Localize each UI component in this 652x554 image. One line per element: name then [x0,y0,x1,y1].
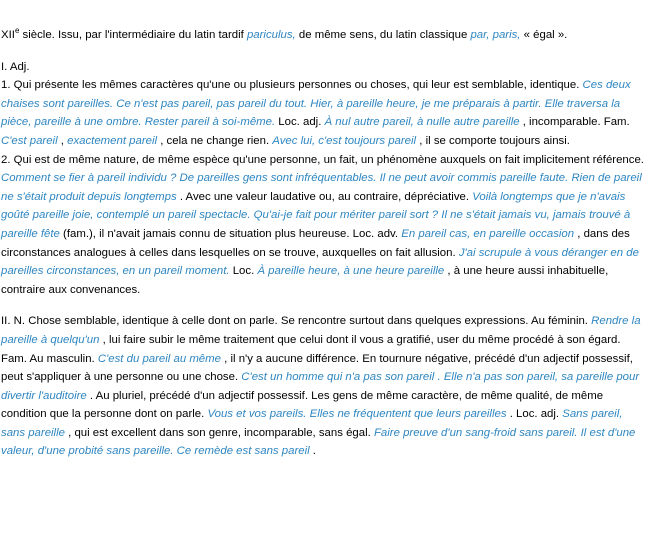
definition-text: (fam.), il n'avait jamais connu de situation plus heureuse. Loc. adv. [59,227,402,240]
definition-text: Loc. adj. [275,116,325,129]
definition-text: , [57,134,68,147]
example-text: C'est un homme qui n'a pas son pareil . Elle n'a pas son pareil, sa pareille pour divertir l'auditoire [1,371,640,402]
definition-2 [1,151,648,300]
latin-form: pariculus, [246,29,296,41]
section-heading: I. Adj. [1,60,30,73]
definition-text: , il n'y a aucune différence. En tournure négative, précédé d'un adjectif possessif, peut s'appliquer à une personne ou une chose. [1,352,633,384]
definition-text: . Avec une valeur laudative ou, au contraire, dépréciative. [176,190,473,203]
definition-noun [1,312,648,461]
example-text: Avec lui, c'est toujours pareil [272,134,417,147]
latin-form: par, paris, [470,29,521,41]
spacer [1,45,648,58]
example-text: J'ai scrupule à vous déranger en de pareilles circonstances, en un pareil moment. [1,246,639,278]
definition-1 [1,76,648,150]
century-numeral: XII [1,29,15,41]
etymology-text: « égal ». [520,29,568,41]
example-text: Sans pareil, sans pareille [1,408,623,439]
definition-text: , il se comporte toujours ainsi. [416,134,570,147]
example-text: Voilà longtemps que je n'avais goûté pareille joie, contemplé un pareil spectacle. Qu'ai-je fait pour mériter pareil sort ? Il ne s'était jamais vu, jamais trouvé à pareille fête [1,190,631,240]
definition-text: . [309,445,316,458]
definition-text: 2. Qui est de même nature, de même espèce qu'une personne, un fait, un phénomène auxquels on fait implicitement référence. [1,153,644,166]
example-text: Vous et vos pareils. Elles ne fréquentent que leurs pareilles [207,408,507,421]
definition-text: Loc. [229,265,258,278]
example-text: Faire preuve d'un sang-froid sans pareil. Il est d'une valeur, d'une probité sans pareille. Ce remède est sans pareil [1,426,636,458]
definition-text: , incomparable. Fam. [519,116,630,129]
example-text: exactement pareil [67,134,158,147]
etymology [1,26,648,45]
etymology-text: siècle. Issu, par l'intermédiaire du latin tardif [19,29,247,41]
example-text: C'est pareil [1,134,58,147]
definition-text: , dans des circonstances analogues à celles dans lesquelles on se trouve, auxquelles on fait allusion. [1,227,630,259]
example-text: À nul autre pareil, à nulle autre pareille [324,116,520,129]
example-text: En pareil cas, en pareille occasion [401,227,575,240]
example-text: Comment se fier à pareil individu ? De pareilles gens sont infréquentables. Il ne peut avoir commis pareille faute. Rien de pareil ne s'était produit depuis longtemps [1,172,642,203]
definition-text: 1. Qui présente les mêmes caractères qu'une ou plusieurs personnes ou choses, qui leur est semblable, identique. [1,79,583,92]
spacer [1,299,648,312]
definition-text: , qui est excellent dans son genre, incomparable, sans égal. [64,426,374,439]
definition-text: , cela ne change rien. [157,134,273,147]
example-text: Ces deux chaises sont pareilles. Ce n'est pas pareil, pas pareil du tout. Hier, à pareille heure, je me préparais à partir. Elle traversa la pièce, pareille à une ombre. Rester pareil à soi-même. [1,79,631,129]
definition-text: . Loc. adj. [506,408,563,421]
example-text: Rendre la pareille à quelqu'un [1,315,641,346]
definition-text: , à une heure aussi inhabituelle, contraire aux convenances. [1,265,609,296]
definition-text: II. N. Chose semblable, identique à celle dont on parle. Se rencontre surtout dans quelques expressions. Au féminin. [1,315,592,328]
example-text: À pareille heure, à une heure pareille [257,265,445,278]
etymology-text: de même sens, du latin classique [295,29,471,41]
definition-text: , lui faire subir le même traitement que celui dont il vous a gratifié, user du même procédé à son égard. Fam. Au masculin. [1,333,621,365]
example-text: C'est du pareil au même [97,352,221,365]
definition-text: . Au pluriel, précédé d'un adjectif possessif. Les gens de même caractère, de même qualité, de même condition que la personne dont on parle. [1,389,604,421]
century-superscript: e [14,26,20,36]
